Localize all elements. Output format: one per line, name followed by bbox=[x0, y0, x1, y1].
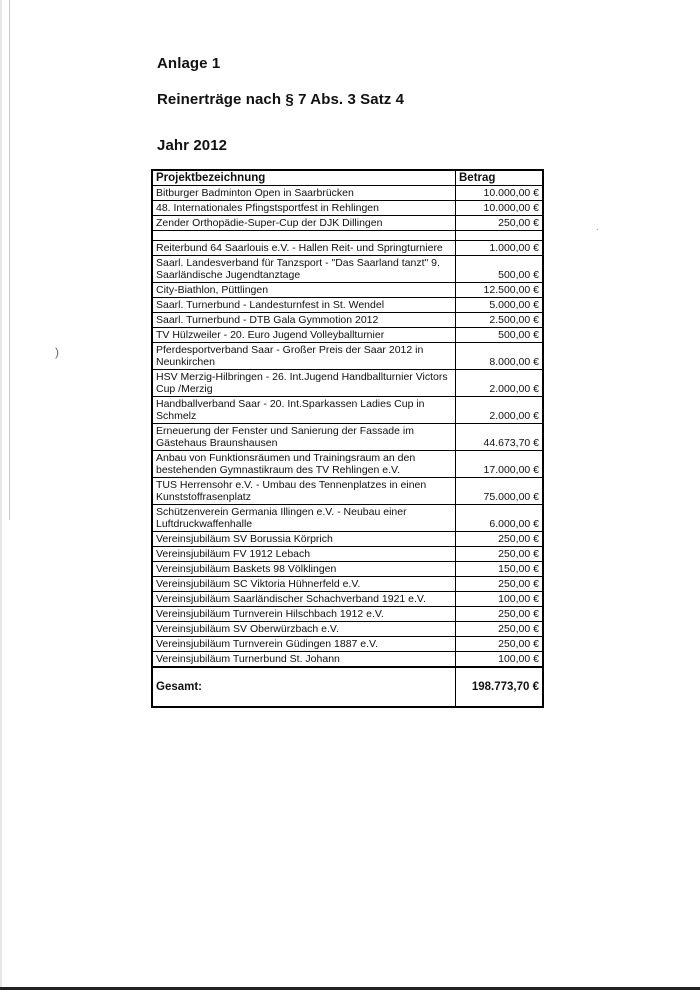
amount-cell: 10.000,00 € bbox=[456, 201, 544, 216]
amount-cell: 250,00 € bbox=[456, 637, 544, 652]
amount-cell: 250,00 € bbox=[456, 216, 544, 231]
project-cell: HSV Merzig-Hilbringen - 26. Int.Jugend Handballturnier Victors Cup /Merzig bbox=[152, 370, 456, 397]
table-row bbox=[152, 532, 543, 547]
table-row bbox=[152, 622, 543, 637]
amount-cell: 2.000,00 € bbox=[456, 397, 544, 424]
column-header-project: Projektbezeichnung bbox=[152, 170, 456, 186]
amount-cell: 5.000,00 € bbox=[456, 298, 544, 313]
project-cell: Saarl. Turnerbund - Landesturnfest in St. Wendel bbox=[152, 298, 456, 313]
project-cell: Vereinsjubiläum FV 1912 Lebach bbox=[152, 547, 456, 562]
amount-cell: 250,00 € bbox=[456, 622, 544, 637]
amount-cell: 100,00 € bbox=[456, 592, 544, 607]
table-row bbox=[152, 241, 543, 256]
project-cell: Vereinsjubiläum SV Borussia Körprich bbox=[152, 532, 456, 547]
table-row bbox=[152, 216, 543, 231]
table-row bbox=[152, 478, 543, 505]
amount-cell: 250,00 € bbox=[456, 607, 544, 622]
project-cell: TV Hülzweiler - 20. Euro Jugend Volleyballturnier bbox=[152, 328, 456, 343]
project-cell: Zender Orthopädie-Super-Cup der DJK Dillingen bbox=[152, 216, 456, 231]
project-cell: Vereinsjubiläum Saarländischer Schachverband 1921 e.V. bbox=[152, 592, 456, 607]
project-cell: Schützenverein Germania Illingen e.V. - Neubau einer Luftdruckwaffenhalle bbox=[152, 505, 456, 532]
scan-speck: · bbox=[596, 225, 599, 234]
amount-cell: 100,00 € bbox=[456, 652, 544, 668]
project-cell: City-Biathlon, Püttlingen bbox=[152, 283, 456, 298]
table-row bbox=[152, 283, 543, 298]
total-row bbox=[152, 667, 543, 707]
table-row bbox=[152, 577, 543, 592]
spacer-row bbox=[152, 231, 543, 241]
table-row bbox=[152, 562, 543, 577]
amount-cell: 8.000,00 € bbox=[456, 343, 544, 370]
amount-cell: 250,00 € bbox=[456, 577, 544, 592]
spacer-cell bbox=[456, 231, 544, 241]
table-row bbox=[152, 451, 543, 478]
table-row bbox=[152, 201, 543, 216]
table-row bbox=[152, 637, 543, 652]
amount-cell: 150,00 € bbox=[456, 562, 544, 577]
amount-cell: 17.000,00 € bbox=[456, 451, 544, 478]
project-cell: Vereinsjubiläum SC Viktoria Hühnerfeld e.V. bbox=[152, 577, 456, 592]
annex-title: Anlage 1 bbox=[157, 55, 221, 72]
revenue-table bbox=[151, 169, 544, 708]
project-cell: Saarl. Turnerbund - DTB Gala Gymmotion 2012 bbox=[152, 313, 456, 328]
project-cell: Vereinsjubiläum Turnverein Güdingen 1887 e.V. bbox=[152, 637, 456, 652]
amount-cell: 500,00 € bbox=[456, 256, 544, 283]
project-cell: Bitburger Badminton Open in Saarbrücken bbox=[152, 186, 456, 201]
amount-cell: 2.000,00 € bbox=[456, 370, 544, 397]
column-header-amount: Betrag bbox=[456, 170, 544, 186]
table-row bbox=[152, 313, 543, 328]
table-row bbox=[152, 256, 543, 283]
table-row bbox=[152, 652, 543, 668]
project-cell: 48. Internationales Pfingstsportfest in Rehlingen bbox=[152, 201, 456, 216]
project-cell: Handballverband Saar - 20. Int.Sparkassen Ladies Cup in Schmelz bbox=[152, 397, 456, 424]
project-cell: Vereinsjubiläum Turnerbund St. Johann bbox=[152, 652, 456, 668]
project-cell: Vereinsjubiläum Baskets 98 Völklingen bbox=[152, 562, 456, 577]
project-cell: Vereinsjubiläum SV Oberwürzbach e.V. bbox=[152, 622, 456, 637]
total-label: Gesamt: bbox=[152, 667, 456, 707]
table-row bbox=[152, 424, 543, 451]
total-amount: 198.773,70 € bbox=[456, 667, 544, 707]
amount-cell: 250,00 € bbox=[456, 532, 544, 547]
project-cell: Erneuerung der Fenster und Sanierung der Fassade im Gästehaus Braunshausen bbox=[152, 424, 456, 451]
amount-cell: 10.000,00 € bbox=[456, 186, 544, 201]
table-row bbox=[152, 186, 543, 201]
table-row bbox=[152, 298, 543, 313]
project-cell: TUS Herrensohr e.V. - Umbau des Tennenplatzes in einen Kunststoffrasenplatz bbox=[152, 478, 456, 505]
amount-cell: 12.500,00 € bbox=[456, 283, 544, 298]
project-cell: Pferdesportverband Saar - Großer Preis der Saar 2012 in Neunkirchen bbox=[152, 343, 456, 370]
scan-speck: ) bbox=[55, 345, 59, 359]
table-row bbox=[152, 592, 543, 607]
amount-cell: 1.000,00 € bbox=[456, 241, 544, 256]
spacer-cell bbox=[152, 231, 456, 241]
amount-cell: 2.500,00 € bbox=[456, 313, 544, 328]
table-header-row bbox=[152, 170, 543, 186]
table-row bbox=[152, 397, 543, 424]
project-cell: Anbau von Funktionsräumen und Trainingsraum an den bestehenden Gymnastikraum des TV Rehlingen e.V. bbox=[152, 451, 456, 478]
table-row bbox=[152, 328, 543, 343]
amount-cell: 44.673,70 € bbox=[456, 424, 544, 451]
year-heading: Jahr 2012 bbox=[157, 137, 228, 154]
table-row bbox=[152, 343, 543, 370]
table-row bbox=[152, 607, 543, 622]
amount-cell: 250,00 € bbox=[456, 547, 544, 562]
project-cell: Reiterbund 64 Saarlouis e.V. - Hallen Reit- und Springturniere bbox=[152, 241, 456, 256]
project-cell: Vereinsjubiläum Turnverein Hilschbach 1912 e.V. bbox=[152, 607, 456, 622]
table-row bbox=[152, 505, 543, 532]
amount-cell: 75.000,00 € bbox=[456, 478, 544, 505]
project-cell: Saarl. Landesverband für Tanzsport - "Das Saarland tanzt" 9. Saarländische Jugendtanztage bbox=[152, 256, 456, 283]
scan-edge bbox=[0, 0, 2, 990]
scan-edge-line bbox=[9, 0, 10, 520]
table-row bbox=[152, 547, 543, 562]
document-subtitle: Reinerträge nach § 7 Abs. 3 Satz 4 bbox=[157, 91, 405, 108]
table-row bbox=[152, 370, 543, 397]
amount-cell: 6.000,00 € bbox=[456, 505, 544, 532]
amount-cell: 500,00 € bbox=[456, 328, 544, 343]
